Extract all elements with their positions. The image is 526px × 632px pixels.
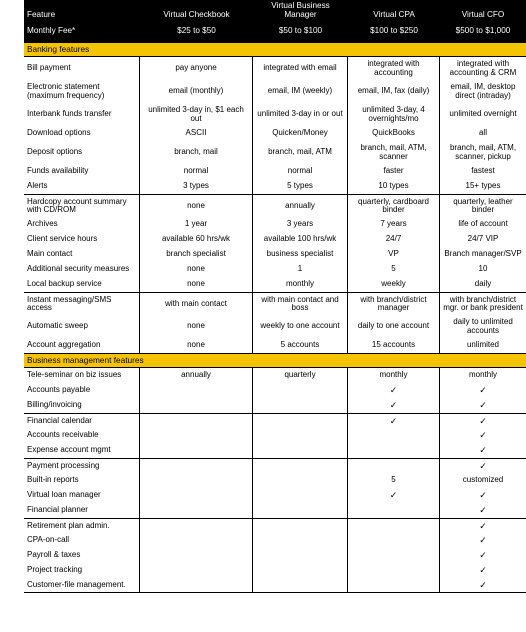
- feature-name: CPA-on-call: [24, 533, 140, 548]
- table-row: [24, 338, 526, 353]
- cell-virtual-cfo: ✓: [479, 535, 487, 546]
- header-virtual-checkbook: Virtual Checkbook: [163, 9, 230, 19]
- cell-virtual-cpa: unlimited 3-day, 4 overnights/mo: [348, 103, 440, 126]
- cell-virtual-cpa: monthly: [348, 368, 440, 383]
- feature-name: Payment processing: [24, 459, 140, 473]
- cell-virtual-checkbook: none: [140, 338, 253, 353]
- cell-virtual-checkbook: [140, 428, 253, 443]
- cell-virtual-cfo: ✓: [479, 579, 487, 590]
- feature-name: Local backup service: [24, 277, 140, 292]
- cell-virtual-business-manager: 1: [253, 262, 348, 277]
- table-row: [24, 57, 526, 80]
- cell-virtual-business-manager: [253, 383, 348, 398]
- cell-virtual-business-manager: integrated with email: [253, 57, 348, 80]
- cell-virtual-checkbook: [140, 578, 253, 592]
- feature-name: Billing/invoicing: [24, 398, 140, 413]
- cell-virtual-checkbook: none: [140, 262, 253, 277]
- table-row: [24, 315, 526, 338]
- cell-virtual-cpa: 5: [348, 473, 440, 488]
- cell-virtual-cpa: QuickBooks: [348, 126, 440, 141]
- cell-virtual-checkbook: [140, 443, 253, 458]
- cell-virtual-cfo: integrated with accounting & CRM: [449, 59, 517, 77]
- cell-virtual-business-manager: [253, 578, 348, 592]
- cell-virtual-cfo: ✓: [479, 415, 487, 426]
- cell-virtual-business-manager: [253, 398, 348, 413]
- cell-virtual-cpa: [348, 503, 440, 518]
- table-row: [24, 503, 526, 518]
- cell-virtual-cpa: weekly: [348, 277, 440, 292]
- table-row: [24, 548, 526, 563]
- cell-virtual-cpa: [348, 428, 440, 443]
- cell-virtual-business-manager: 3 years: [253, 217, 348, 232]
- feature-name: Built-in reports: [24, 473, 140, 488]
- cell-virtual-cfo: ✓: [479, 445, 487, 456]
- header-virtual-cpa: Virtual CPA: [373, 9, 415, 19]
- cell-virtual-business-manager: [253, 533, 348, 548]
- feature-name: Account aggregation: [24, 338, 140, 353]
- feature-name: Accounts payable: [24, 383, 140, 398]
- feature-name: Additional security measures: [24, 262, 140, 277]
- table-row: [24, 383, 526, 398]
- comparison-table: [24, 0, 523, 632]
- cell-virtual-cfo: customized: [462, 475, 504, 485]
- header-virtual-business-manager: Virtual Business Manager: [271, 1, 330, 19]
- cell-virtual-checkbook: branch, mail: [140, 141, 253, 164]
- feature-name: Electronic statement (maximum frequency): [24, 80, 140, 103]
- cell-virtual-business-manager: Quicken/Money: [253, 126, 348, 141]
- cell-virtual-checkbook: ASCII: [140, 126, 253, 141]
- table-grid: [24, 0, 526, 593]
- fee-virtual-business-manager: $50 to $100: [278, 26, 323, 36]
- header-row-plans: [24, 0, 526, 21]
- cell-virtual-business-manager: [253, 548, 348, 563]
- header-row-fees: [24, 21, 526, 42]
- header-monthly-fee: Monthly Fee*: [27, 26, 76, 36]
- cell-virtual-business-manager: [253, 459, 348, 473]
- feature-name: Bill payment: [24, 57, 140, 80]
- cell-virtual-cpa: daily to one account: [348, 315, 440, 338]
- feature-name: Interbank funds transfer: [24, 103, 140, 126]
- cell-virtual-cpa: 24/7: [348, 232, 440, 247]
- cell-virtual-cfo: email, IM, desktop direct (intraday): [450, 82, 516, 100]
- cell-virtual-cpa: [348, 443, 440, 458]
- section-header: [24, 353, 526, 368]
- cell-virtual-business-manager: 5 types: [253, 179, 348, 194]
- cell-virtual-cpa: [348, 578, 440, 592]
- feature-name: Automatic sweep: [24, 315, 140, 338]
- cell-virtual-cpa: VP: [348, 247, 440, 262]
- feature-name: Main contact: [24, 247, 140, 262]
- cell-virtual-checkbook: email (monthly): [140, 80, 253, 103]
- table-row: [24, 488, 526, 503]
- table-row: [24, 164, 526, 179]
- table-row: [24, 398, 526, 413]
- cell-virtual-cfo: 15+ types: [465, 181, 501, 191]
- cell-virtual-checkbook: 1 year: [140, 217, 253, 232]
- cell-virtual-business-manager: [253, 443, 348, 458]
- cell-virtual-checkbook: none: [140, 315, 253, 338]
- feature-name: Instant messaging/SMS access: [24, 293, 140, 315]
- feature-name: Funds availability: [24, 164, 140, 179]
- feature-name: Tele-seminar on biz issues: [24, 368, 140, 383]
- cell-virtual-business-manager: [253, 519, 348, 533]
- cell-virtual-business-manager: available 100 hrs/wk: [253, 232, 348, 247]
- cell-virtual-cfo: 10: [478, 264, 488, 274]
- cell-virtual-cpa: ✓: [348, 383, 440, 398]
- cell-virtual-business-manager: [253, 428, 348, 443]
- cell-virtual-checkbook: [140, 383, 253, 398]
- cell-virtual-cfo: ✓: [479, 505, 487, 516]
- section-header: [24, 42, 526, 57]
- feature-name: Retirement plan admin.: [24, 519, 140, 533]
- cell-virtual-checkbook: [140, 503, 253, 518]
- cell-virtual-cpa: ✓: [348, 488, 440, 503]
- table-row: [24, 428, 526, 443]
- table-row: [24, 443, 526, 458]
- cell-virtual-cpa: [348, 548, 440, 563]
- feature-name: Virtual loan manager: [24, 488, 140, 503]
- cell-virtual-cfo: ✓: [479, 565, 487, 576]
- cell-virtual-cfo: all: [478, 128, 487, 138]
- cell-virtual-cpa: quarterly, cardboard binder: [348, 195, 440, 217]
- table-row: [24, 563, 526, 578]
- cell-virtual-checkbook: [140, 473, 253, 488]
- table-row: [24, 126, 526, 141]
- cell-virtual-business-manager: [253, 503, 348, 518]
- cell-virtual-cfo: ✓: [479, 520, 487, 531]
- table-row: [24, 262, 526, 277]
- cell-virtual-business-manager: with main contact and boss: [253, 293, 348, 315]
- feature-name: Hardcopy account summary with CD/ROM: [24, 195, 140, 217]
- table-row: [24, 141, 526, 164]
- cell-virtual-cfo: quarterly, leather binder: [453, 196, 513, 214]
- cell-virtual-checkbook: none: [140, 195, 253, 217]
- table-row: [24, 533, 526, 548]
- cell-virtual-cfo: life of account: [458, 219, 508, 229]
- cell-virtual-checkbook: 3 types: [140, 179, 253, 194]
- feature-name: Financial planner: [24, 503, 140, 518]
- table-row: [24, 368, 526, 383]
- feature-name: Customer-file management.: [24, 578, 140, 592]
- feature-name: Financial calendar: [24, 414, 140, 428]
- cell-virtual-cpa: 10 types: [348, 179, 440, 194]
- fee-virtual-cpa: $100 to $250: [370, 26, 418, 36]
- feature-name: Expense account mgmt: [24, 443, 140, 458]
- cell-virtual-business-manager: [253, 414, 348, 428]
- cell-virtual-cfo: with branch/district mgr. or bank president: [443, 294, 523, 312]
- feature-name: Alerts: [24, 179, 140, 194]
- cell-virtual-business-manager: annually: [253, 195, 348, 217]
- cell-virtual-business-manager: unlimited 3-day in or out: [253, 103, 348, 126]
- table-row: [24, 247, 526, 262]
- section-title: Banking features: [27, 44, 90, 55]
- cell-virtual-checkbook: pay anyone: [140, 57, 253, 80]
- cell-virtual-checkbook: annually: [140, 368, 253, 383]
- cell-virtual-cfo: ✓: [479, 550, 487, 561]
- fee-virtual-cfo: $500 to $1,000: [455, 26, 511, 36]
- table-row: [24, 217, 526, 232]
- cell-virtual-cpa: faster: [348, 164, 440, 179]
- cell-virtual-cfo: ✓: [479, 385, 487, 396]
- cell-virtual-cfo: monthly: [468, 370, 497, 380]
- header-virtual-cfo: Virtual CFO: [461, 9, 505, 19]
- cell-virtual-checkbook: [140, 398, 253, 413]
- feature-name: Accounts receivable: [24, 428, 140, 443]
- cell-virtual-business-manager: business specialist: [253, 247, 348, 262]
- cell-virtual-cfo: unlimited: [466, 340, 499, 350]
- cell-virtual-checkbook: [140, 459, 253, 473]
- cell-virtual-cpa: 15 accounts: [348, 338, 440, 353]
- cell-virtual-cfo: fastest: [471, 166, 495, 176]
- fee-virtual-checkbook: $25 to $50: [177, 26, 216, 36]
- table-row: [24, 194, 526, 217]
- cell-virtual-cpa: branch, mail, ATM, scanner: [348, 141, 440, 164]
- cell-virtual-cpa: integrated with accounting: [348, 57, 440, 80]
- table-row: [24, 179, 526, 194]
- cell-virtual-cpa: [348, 563, 440, 578]
- feature-name: Deposit options: [24, 141, 140, 164]
- cell-virtual-cfo: Branch manager/SVP: [444, 249, 522, 259]
- cell-virtual-checkbook: none: [140, 277, 253, 292]
- cell-virtual-cfo: unlimited overnight: [449, 109, 517, 119]
- table-row: [24, 277, 526, 292]
- cell-virtual-cfo: ✓: [479, 400, 487, 411]
- cell-virtual-cpa: ✓: [348, 414, 440, 428]
- cell-virtual-checkbook: [140, 414, 253, 428]
- cell-virtual-cpa: [348, 533, 440, 548]
- table-row: [24, 458, 526, 473]
- cell-virtual-checkbook: [140, 548, 253, 563]
- cell-virtual-business-manager: quarterly: [253, 368, 348, 383]
- feature-name: Archives: [24, 217, 140, 232]
- cell-virtual-cfo: daily: [474, 279, 492, 289]
- cell-virtual-business-manager: monthly: [253, 277, 348, 292]
- cell-virtual-cfo: daily to unlimited accounts: [453, 317, 513, 335]
- cell-virtual-business-manager: 5 accounts: [253, 338, 348, 353]
- cell-virtual-checkbook: with main contact: [140, 293, 253, 315]
- cell-virtual-cpa: [348, 519, 440, 533]
- feature-name: Payroll & taxes: [24, 548, 140, 563]
- cell-virtual-cpa: 7 years: [348, 217, 440, 232]
- cell-virtual-business-manager: normal: [253, 164, 348, 179]
- table-row: [24, 292, 526, 315]
- cell-virtual-business-manager: [253, 488, 348, 503]
- cell-virtual-cpa: [348, 459, 440, 473]
- table-row: [24, 80, 526, 103]
- cell-virtual-checkbook: [140, 533, 253, 548]
- cell-virtual-checkbook: unlimited 3-day in, $1 each out: [140, 103, 253, 126]
- cell-virtual-checkbook: [140, 563, 253, 578]
- table-row: [24, 473, 526, 488]
- cell-virtual-business-manager: [253, 473, 348, 488]
- cell-virtual-cpa: 5: [348, 262, 440, 277]
- table-row: [24, 413, 526, 428]
- feature-name: Download options: [24, 126, 140, 141]
- cell-virtual-cfo: 24/7 VIP: [467, 234, 499, 244]
- cell-virtual-checkbook: branch specialist: [140, 247, 253, 262]
- cell-virtual-checkbook: [140, 488, 253, 503]
- table-body: [24, 42, 526, 593]
- cell-virtual-checkbook: normal: [140, 164, 253, 179]
- cell-virtual-cpa: with branch/district manager: [348, 293, 440, 315]
- section-title: Business management features: [27, 355, 144, 366]
- cell-virtual-cfo: branch, mail, ATM, scanner, pickup: [449, 143, 517, 161]
- cell-virtual-business-manager: branch, mail, ATM: [253, 141, 348, 164]
- feature-name: Project tracking: [24, 563, 140, 578]
- table-row: [24, 232, 526, 247]
- cell-virtual-cpa: ✓: [348, 398, 440, 413]
- cell-virtual-checkbook: [140, 519, 253, 533]
- cell-virtual-business-manager: [253, 563, 348, 578]
- table-row: [24, 578, 526, 593]
- table-row: [24, 518, 526, 533]
- cell-virtual-cfo: ✓: [479, 430, 487, 441]
- cell-virtual-business-manager: email, IM (weekly): [253, 80, 348, 103]
- cell-virtual-business-manager: weekly to one account: [253, 315, 348, 338]
- table-row: [24, 103, 526, 126]
- cell-virtual-cfo: ✓: [479, 460, 487, 471]
- cell-virtual-cfo: ✓: [479, 490, 487, 501]
- cell-virtual-checkbook: available 60 hrs/wk: [140, 232, 253, 247]
- header-feature: Feature: [27, 9, 56, 19]
- cell-virtual-cpa: email, IM, fax (daily): [348, 80, 440, 103]
- feature-name: Client service hours: [24, 232, 140, 247]
